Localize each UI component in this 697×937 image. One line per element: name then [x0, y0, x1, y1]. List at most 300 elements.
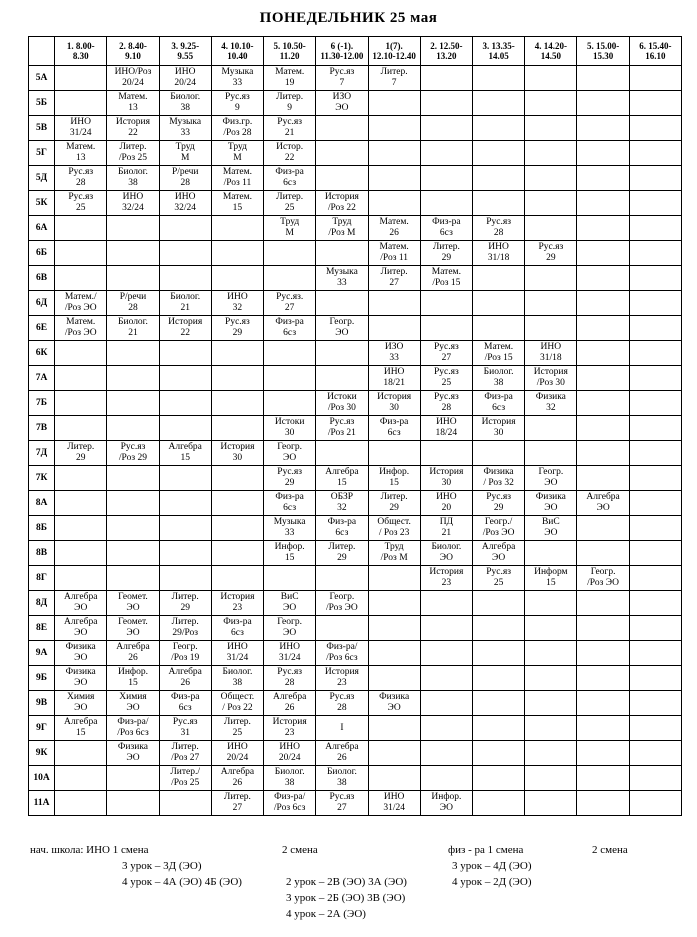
- room-number: 22: [180, 328, 190, 338]
- room-number: 29: [180, 603, 190, 613]
- table-row: [29, 541, 682, 566]
- subject-name: Физика: [117, 742, 149, 752]
- room-number: М: [180, 153, 190, 163]
- room-number: /Роз 6сз: [326, 653, 358, 663]
- subject-name: Литер.: [380, 67, 408, 77]
- room-number: 21: [441, 528, 452, 538]
- subject-name: Матем.: [379, 217, 409, 227]
- lesson-cell: [55, 691, 107, 716]
- lesson-cell: [525, 91, 577, 116]
- lesson-cell: [420, 366, 472, 391]
- lesson-cell: [159, 116, 211, 141]
- lesson-cell: [525, 766, 577, 791]
- room-number: /Роз ЭО: [325, 603, 358, 613]
- lesson-cell: [472, 566, 524, 591]
- subject-name: ИНО: [488, 242, 509, 252]
- lesson-cell: [368, 516, 420, 541]
- room-number: 31/24: [69, 128, 92, 138]
- header-line-2: 11.30-12.00: [320, 51, 364, 61]
- lesson-cell: [525, 216, 577, 241]
- lesson-cell: [159, 591, 211, 616]
- subject-name: Общест.: [377, 517, 411, 527]
- lesson-cell: [472, 116, 524, 141]
- table-row: [29, 791, 682, 816]
- subject-name: ИНО: [383, 792, 405, 802]
- lesson-cell: [577, 116, 629, 141]
- subject-name: ИЗО: [384, 342, 404, 352]
- lesson-cell: [55, 666, 107, 691]
- room-number: ЭО: [544, 503, 558, 513]
- lesson-cell: [525, 791, 577, 816]
- header-lesson-time: [420, 37, 472, 66]
- lesson-cell: [316, 166, 368, 191]
- header-lesson-time: [577, 37, 629, 66]
- lesson-cell: [472, 141, 524, 166]
- table-row: [29, 116, 682, 141]
- lesson-cell: [472, 441, 524, 466]
- header-line-1: 6 (-1).: [330, 41, 354, 51]
- lesson-cell: [577, 491, 629, 516]
- footer-note: нач. школа: ИНО 1 смена: [30, 844, 149, 856]
- lesson-cell: [577, 91, 629, 116]
- lesson-cell: [420, 691, 472, 716]
- lesson-cell: [577, 266, 629, 291]
- lesson-cell: [368, 291, 420, 316]
- lesson-cell: [525, 291, 577, 316]
- lesson-cell: [55, 516, 107, 541]
- subject-name: Рус.яз: [486, 217, 511, 227]
- room-number: /Роз 27: [171, 753, 200, 763]
- room-number: 18/24: [435, 428, 458, 438]
- lesson-cell: [629, 641, 681, 666]
- subject-name: История: [429, 567, 464, 577]
- subject-name: Геогр.: [538, 467, 564, 477]
- subject-name: ОБЗР: [330, 492, 354, 502]
- lesson-cell: [107, 691, 159, 716]
- lesson-cell: [211, 791, 263, 816]
- subject-name: Литер.: [171, 592, 199, 602]
- subject-name: Химия: [119, 692, 147, 702]
- room-number: 28: [284, 678, 295, 688]
- header-class-column: [29, 37, 55, 66]
- lesson-cell: [525, 741, 577, 766]
- page-title: ПОНЕДЕЛЬНИК 25 мая: [259, 10, 438, 26]
- room-number: 38: [180, 103, 190, 113]
- lesson-cell: [368, 91, 420, 116]
- lesson-cell: [629, 216, 681, 241]
- room-number: 15: [337, 478, 347, 488]
- lesson-cell: [211, 91, 263, 116]
- lesson-cell: [211, 616, 263, 641]
- room-number: 31/24: [226, 653, 249, 663]
- lesson-cell: [159, 341, 211, 366]
- class-label: 9К: [29, 741, 55, 766]
- room-number: ЭО: [544, 478, 558, 488]
- lesson-cell: [264, 66, 316, 91]
- room-number: 28: [75, 178, 86, 188]
- lesson-cell: [316, 591, 368, 616]
- lesson-cell: [629, 716, 681, 741]
- room-number: 9: [235, 103, 240, 113]
- room-number: 27: [284, 303, 295, 313]
- lesson-cell: [159, 466, 211, 491]
- subject-name: История: [115, 117, 150, 127]
- lesson-cell: [264, 316, 316, 341]
- room-number: ЭО: [335, 103, 349, 113]
- lesson-cell: [55, 491, 107, 516]
- table-row: [29, 641, 682, 666]
- subject-name: Истоки: [327, 392, 357, 402]
- lesson-cell: [472, 741, 524, 766]
- lesson-cell: [55, 91, 107, 116]
- lesson-cell: [211, 641, 263, 666]
- subject-name: Труд: [332, 217, 352, 227]
- room-number: 15: [284, 553, 295, 563]
- lesson-cell: [107, 666, 159, 691]
- subject-name: I: [340, 722, 344, 733]
- lesson-cell: [368, 716, 420, 741]
- subject-name: Биолог.: [326, 767, 357, 777]
- header-lesson-time: [368, 37, 420, 66]
- lesson-cell: [368, 491, 420, 516]
- room-number: 25: [493, 578, 504, 588]
- lesson-cell: [264, 291, 316, 316]
- class-label: 6А: [29, 216, 55, 241]
- subject-name: Рус.яз: [433, 367, 459, 377]
- lesson-cell: [577, 341, 629, 366]
- lesson-cell: [107, 791, 159, 816]
- lesson-cell: [159, 516, 211, 541]
- lesson-cell: [472, 166, 524, 191]
- lesson-cell: [316, 666, 368, 691]
- lesson-cell: [211, 391, 263, 416]
- lesson-cell: [629, 466, 681, 491]
- subject-name: Труд: [280, 217, 300, 227]
- room-number: 26: [128, 653, 138, 663]
- subject-name: Геогр.: [329, 592, 355, 602]
- header-line-1: 1. 8.00-: [66, 41, 95, 51]
- room-number: 21: [180, 303, 190, 313]
- table-row: [29, 491, 682, 516]
- lesson-cell: [159, 216, 211, 241]
- lesson-cell: [577, 191, 629, 216]
- header-line-2: 14.05: [488, 51, 509, 61]
- lesson-cell: [316, 291, 368, 316]
- lesson-cell: [420, 91, 472, 116]
- lesson-cell: [629, 366, 681, 391]
- lesson-cell: [420, 566, 472, 591]
- lesson-cell: [577, 66, 629, 91]
- lesson-cell: [420, 166, 472, 191]
- subject-name: Физ-ра: [432, 217, 461, 227]
- class-label: 5Б: [29, 91, 55, 116]
- lesson-cell: [264, 216, 316, 241]
- lesson-cell: [420, 341, 472, 366]
- lesson-cell: [420, 491, 472, 516]
- lesson-cell: [368, 541, 420, 566]
- table-row: [29, 266, 682, 291]
- lesson-cell: [420, 766, 472, 791]
- class-label: 7К: [29, 466, 55, 491]
- room-number: 25: [284, 203, 295, 213]
- subject-name: История: [533, 367, 568, 377]
- class-label: 9В: [29, 691, 55, 716]
- subject-name: Физ-ра: [275, 317, 304, 327]
- subject-name: Музыка: [169, 117, 202, 127]
- subject-name: Физика: [65, 667, 96, 677]
- room-number: 15: [75, 728, 86, 738]
- lesson-cell: [472, 716, 524, 741]
- room-number: М: [233, 153, 242, 163]
- lesson-cell: [316, 391, 368, 416]
- lesson-cell: [211, 491, 263, 516]
- header-line-1: 1(7).: [385, 41, 403, 51]
- room-number: ЭО: [596, 503, 610, 513]
- room-number: 19: [284, 78, 295, 88]
- lesson-cell: [55, 316, 107, 341]
- subject-name: Биолог.: [170, 292, 201, 302]
- class-label: 7А: [29, 366, 55, 391]
- subject-name: ИНО: [174, 67, 196, 77]
- class-label: 8Г: [29, 566, 55, 591]
- lesson-cell: [316, 366, 368, 391]
- room-number: /Роз М: [328, 228, 356, 238]
- table-row: [29, 766, 682, 791]
- lesson-cell: [159, 616, 211, 641]
- subject-name: ИНО: [383, 367, 405, 377]
- class-label: 5Г: [29, 141, 55, 166]
- lesson-cell: [525, 516, 577, 541]
- lesson-cell: [55, 591, 107, 616]
- header-line-2: 8.30: [72, 51, 89, 61]
- lesson-cell: [159, 141, 211, 166]
- lesson-cell: [107, 391, 159, 416]
- footer-note: 4 урок – 2Д (ЭО): [452, 876, 532, 888]
- room-number: /Роз ЭО: [587, 578, 619, 588]
- subject-name: ИНО: [540, 342, 562, 352]
- lesson-cell: [368, 416, 420, 441]
- subject-name: Рус.яз: [68, 167, 94, 177]
- room-number: 38: [232, 678, 243, 688]
- room-number: 21: [128, 328, 138, 338]
- room-number: 26: [180, 678, 190, 688]
- subject-name: Алгебра: [64, 717, 98, 727]
- lesson-cell: [368, 591, 420, 616]
- room-number: 15: [180, 453, 190, 463]
- subject-name: Матем.: [484, 342, 514, 352]
- footer-note: 2 смена: [282, 844, 318, 856]
- lesson-cell: [55, 166, 107, 191]
- lesson-cell: [107, 366, 159, 391]
- header-lesson-time: [629, 37, 681, 66]
- subject-name: Рус.яз: [329, 792, 355, 802]
- subject-name: Рус.яз: [277, 467, 303, 477]
- subject-name: Литер.: [276, 92, 304, 102]
- room-number: 15: [128, 678, 138, 688]
- lesson-cell: [629, 791, 681, 816]
- room-number: 20/24: [278, 753, 301, 763]
- lesson-cell: [211, 416, 263, 441]
- lesson-cell: [420, 416, 472, 441]
- lesson-cell: [159, 366, 211, 391]
- lesson-cell: [525, 341, 577, 366]
- lesson-cell: [264, 616, 316, 641]
- subject-name: Физ-ра: [327, 517, 357, 527]
- lesson-cell: [472, 266, 524, 291]
- lesson-cell: [368, 691, 420, 716]
- subject-name: Инфор.: [431, 792, 462, 802]
- subject-name: Музыка: [326, 267, 358, 277]
- room-number: 28: [337, 703, 347, 713]
- subject-name: Информ: [534, 567, 568, 577]
- room-number: 6сз: [230, 628, 244, 638]
- subject-name: Алгебра: [325, 467, 359, 477]
- room-number: /Роз 30: [536, 378, 565, 388]
- room-number: 22: [128, 128, 138, 138]
- class-label: 9Г: [29, 716, 55, 741]
- lesson-cell: [368, 566, 420, 591]
- subject-name: Геогр.: [172, 642, 198, 652]
- room-number: ЭО: [74, 653, 88, 663]
- lesson-cell: [55, 391, 107, 416]
- subject-name: Физика: [65, 642, 96, 652]
- lesson-cell: [159, 766, 211, 791]
- subject-name: История: [481, 417, 516, 427]
- room-number: 33: [232, 78, 243, 88]
- lesson-cell: [420, 291, 472, 316]
- lesson-cell: [629, 741, 681, 766]
- header-line-2: 11.20: [279, 51, 300, 61]
- lesson-cell: [211, 341, 263, 366]
- lesson-cell: [368, 316, 420, 341]
- subject-name: Рус.яз: [68, 192, 94, 202]
- lesson-cell: [525, 491, 577, 516]
- subject-name: Инфор.: [117, 667, 148, 677]
- lesson-cell: [159, 391, 211, 416]
- lesson-cell: [264, 441, 316, 466]
- subject-name: ИНО: [436, 492, 457, 502]
- room-number: /Роз 25: [118, 153, 147, 163]
- room-number: 29: [441, 253, 452, 263]
- lesson-cell: [159, 666, 211, 691]
- lesson-cell: [525, 241, 577, 266]
- lesson-cell: [107, 516, 159, 541]
- lesson-cell: [525, 66, 577, 91]
- lesson-cell: [55, 341, 107, 366]
- lesson-cell: [55, 191, 107, 216]
- subject-name: Матем.: [222, 192, 253, 202]
- room-number: 6сз: [283, 503, 297, 513]
- subject-name: Алгебра: [586, 492, 620, 502]
- lesson-cell: [577, 316, 629, 341]
- lesson-cell: [159, 691, 211, 716]
- lesson-cell: [264, 91, 316, 116]
- lesson-cell: [316, 266, 368, 291]
- subject-name: Матем.: [118, 92, 148, 102]
- subject-name: Физ-ра: [170, 692, 200, 702]
- lesson-cell: [368, 141, 420, 166]
- header-lesson-time: [316, 37, 368, 66]
- table-row: [29, 591, 682, 616]
- room-number: М: [285, 228, 294, 238]
- lesson-cell: [264, 391, 316, 416]
- lesson-cell: [368, 441, 420, 466]
- lesson-cell: [316, 566, 368, 591]
- lesson-cell: [264, 141, 316, 166]
- class-label: 7Д: [29, 441, 55, 466]
- lesson-cell: [264, 741, 316, 766]
- lesson-cell: [368, 216, 420, 241]
- subject-name: Литер.: [223, 792, 251, 802]
- lesson-cell: [629, 491, 681, 516]
- subject-name: Литер.: [276, 192, 304, 202]
- table-row: [29, 466, 682, 491]
- subject-name: Рус.яз: [433, 342, 459, 352]
- subject-name: Литер.: [328, 542, 356, 552]
- room-number: 13: [128, 103, 138, 113]
- lesson-cell: [629, 541, 681, 566]
- lesson-cell: [577, 641, 629, 666]
- lesson-cell: [159, 166, 211, 191]
- lesson-cell: [211, 266, 263, 291]
- lesson-cell: [420, 591, 472, 616]
- room-number: 29: [75, 453, 86, 463]
- room-number: 29/Роз: [172, 628, 199, 638]
- table-row: [29, 616, 682, 641]
- lesson-cell: [107, 116, 159, 141]
- subject-name: ИНО: [122, 192, 144, 202]
- lesson-cell: [211, 741, 263, 766]
- lesson-cell: [211, 141, 263, 166]
- subject-name: Литер.: [171, 742, 199, 752]
- subject-name: История: [168, 317, 203, 327]
- lesson-cell: [472, 216, 524, 241]
- room-number: 38: [128, 178, 138, 188]
- room-number: 30: [441, 478, 452, 488]
- lesson-cell: [159, 491, 211, 516]
- class-label: 6Б: [29, 241, 55, 266]
- table-row: [29, 91, 682, 116]
- lesson-cell: [368, 191, 420, 216]
- lesson-cell: [211, 716, 263, 741]
- subject-name: Геогр.: [590, 567, 616, 577]
- class-label: 6К: [29, 341, 55, 366]
- lesson-cell: [264, 716, 316, 741]
- lesson-cell: [107, 266, 159, 291]
- subject-name: История: [429, 467, 464, 477]
- room-number: 27: [337, 803, 347, 813]
- room-number: 26: [232, 778, 243, 788]
- subject-name: Алгебра: [116, 642, 150, 652]
- lesson-cell: [577, 466, 629, 491]
- lesson-cell: [577, 666, 629, 691]
- lesson-cell: [472, 66, 524, 91]
- subject-name: ИНО/Роз: [114, 67, 152, 77]
- lesson-cell: [629, 291, 681, 316]
- lesson-cell: [107, 466, 159, 491]
- subject-name: История: [324, 192, 359, 202]
- lesson-cell: [316, 766, 368, 791]
- lesson-cell: [472, 491, 524, 516]
- lesson-cell: [525, 691, 577, 716]
- lesson-cell: [316, 141, 368, 166]
- lesson-cell: [368, 466, 420, 491]
- lesson-cell: [368, 741, 420, 766]
- table-row: [29, 391, 682, 416]
- subject-name: Рус.яз: [172, 717, 198, 727]
- lesson-cell: [368, 766, 420, 791]
- lesson-cell: [316, 316, 368, 341]
